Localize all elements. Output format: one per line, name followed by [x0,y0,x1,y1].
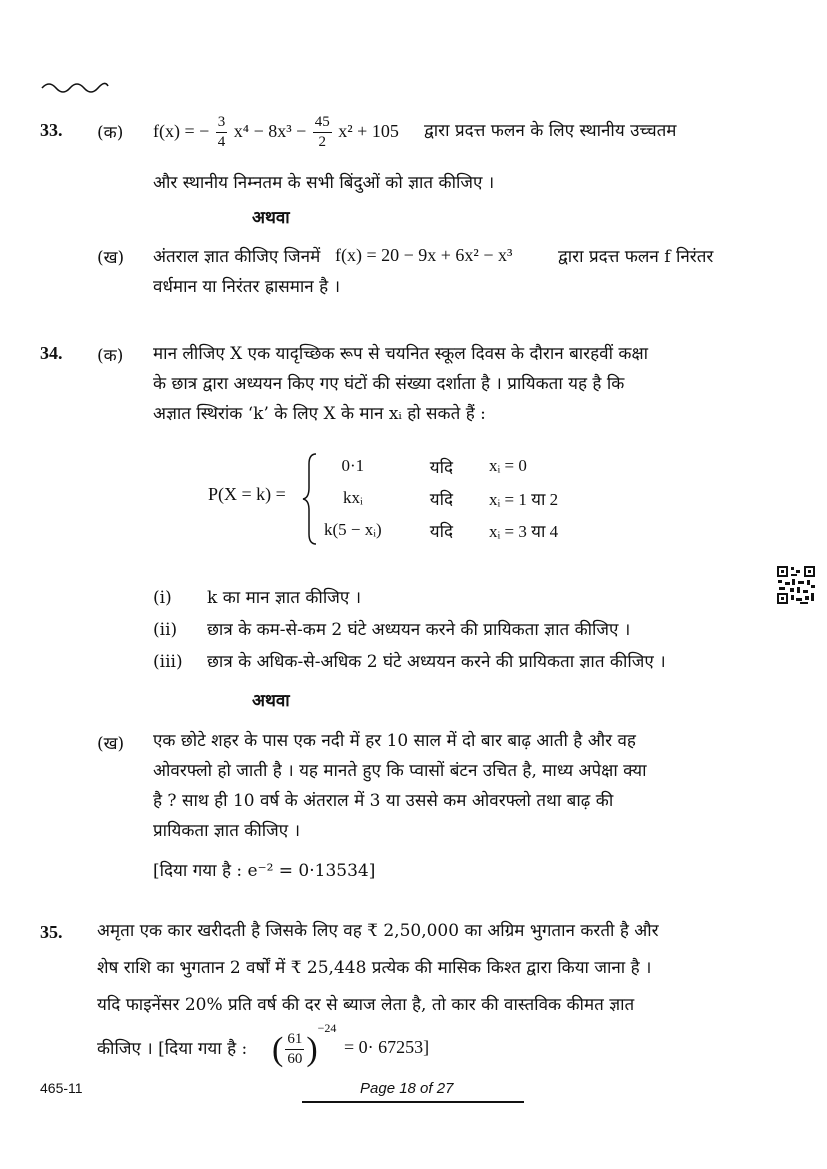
q34-b-text-2: ओवरफ्लो हो जाती है । यह मानते हुए कि प्वासों बंटन उचित है, माध्य अपेक्षा क्या [153,761,647,781]
case-row [316,450,566,482]
q33-fraction-3-4: $\frac{3}{4}$ [217,114,226,151]
q35-exponent: −24 [317,1021,337,1035]
subpart-i-text: k का मान ज्ञात कीजिए । [207,588,362,608]
case-condition: xᵢ = 0 [489,456,527,475]
q35-text-4-pre: कीजिए । [दिया गया है : [97,1039,248,1059]
q34-or: अथवा [252,691,290,711]
case-condition: xᵢ = 1 या 2 [489,489,559,509]
piecewise-table [316,450,566,546]
case-value: kxᵢ [342,488,363,507]
q34-b-given: [दिया गया है : e⁻² = 0·13534] [153,861,376,881]
q34-b-text-4: प्रायिकता ज्ञात कीजिए । [153,821,301,841]
q34-part-a-label: (क) [97,346,124,366]
footer-page-number: Page 18 of 27 [360,1080,454,1097]
q33-part-b-label: (ख) [97,248,125,268]
wave-decoration [40,78,110,96]
q34-b-text-1: एक छोटे शहर के पास एक नदी में हर 10 साल में दो बार बाढ़ आती है और वह [153,731,636,751]
q33-a-text-2: और स्थानीय निम्नतम के सभी बिंदुओं को ज्ञात कीजिए । [153,173,495,193]
q34-a-text-3: अज्ञात स्थिरांक ‘k’ के लिए X के मान xᵢ हो सकते हैं : [153,404,486,424]
q34-a-text-1: मान लीजिए X एक यादृच्छिक रूप से चयनित स्कूल दिवस के दौरान बारहवीं कक्षा [153,344,649,364]
q35-text-2: शेष राशि का भुगतान 2 वर्षों में ₹ 25,448 प्रत्येक की मासिक किश्त द्वारा किया जाना है । [97,958,652,978]
question-34-number: 34. [40,343,63,363]
case-row [316,482,566,514]
question-35-number: 35. [40,922,63,942]
q33-or: अथवा [252,208,290,228]
probability-lhs: P(X = k) = [208,484,286,504]
q35-power-expression: ( $\frac{61}{60}$ )$^{-24}$ [272,1021,337,1068]
subpart-ii-label: (ii) [153,620,178,640]
subpart-i-label: (i) [153,588,172,608]
q35-text-4-post: = 0· 67253] [344,1037,430,1057]
case-if: यदि [429,521,453,542]
q33-b-function: f(x) = 20 − 9x + 6x² − x³ [335,245,513,265]
case-value: 0·1 [341,456,365,475]
case-condition: xᵢ = 3 या 4 [489,521,559,541]
case-value: k(5 − xᵢ) [324,520,382,539]
q34-part-b-label: (ख) [97,734,125,754]
q34-a-text-2: के छात्र द्वारा अध्ययन किए गए घंटों की संख्या दर्शाता है । प्रायिकता यह है कि [153,374,625,394]
q35-text-1: अमृता एक कार खरीदती है जिसके लिए वह ₹ 2,50,000 का अग्रिम भुगतान करती है और [97,921,659,941]
q35-text-3: यदि फाइनेंसर 20% प्रति वर्ष की दर से ब्याज लेता है, तो कार की वास्तविक कीमत ज्ञात [97,995,635,1015]
footer-code: 465-11 [40,1080,83,1096]
q33-a-function: f(x) = − $\frac{3}{4}$ x⁴ − 8x³ − $\frac{45}{2}$ x² + 105 [153,114,399,151]
question-33-number: 33. [40,120,63,140]
q33-b-text-2: वर्धमान या निरंतर ह्रासमान है । [153,277,341,297]
q35-frac-num: 61 [285,1030,304,1050]
q33-b-text-post: द्वारा प्रदत्त फलन f निरंतर [558,247,714,267]
q34-b-text-3: है ? साथ ही 10 वर्ष के अंतराल में 3 या उससे कम ओवरफ्लो तथा बाढ़ की [153,791,614,811]
footer-rule [302,1101,524,1103]
case-if: यदि [429,489,453,510]
case-if: यदि [429,457,453,478]
case-row [316,514,566,546]
q33-b-text-pre: अंतराल ज्ञात कीजिए जिनमें [153,247,321,267]
subpart-ii-text: छात्र के कम-से-कम 2 घंटे अध्ययन करने की प्रायिकता ज्ञात कीजिए । [207,620,631,640]
q33-part-a-label: (क) [97,123,124,143]
q35-frac-den: 60 [287,1051,303,1068]
subpart-iii-label: (iii) [153,652,183,672]
q33-fraction-45-2: $\frac{45}{2}$ [314,114,330,151]
qr-code [776,565,816,605]
q33-a-text-1: द्वारा प्रदत्त फलन के लिए स्थानीय उच्चतम [424,121,677,141]
subpart-iii-text: छात्र के अधिक-से-अधिक 2 घंटे अध्ययन करने की प्रायिकता ज्ञात कीजिए । [207,652,666,672]
